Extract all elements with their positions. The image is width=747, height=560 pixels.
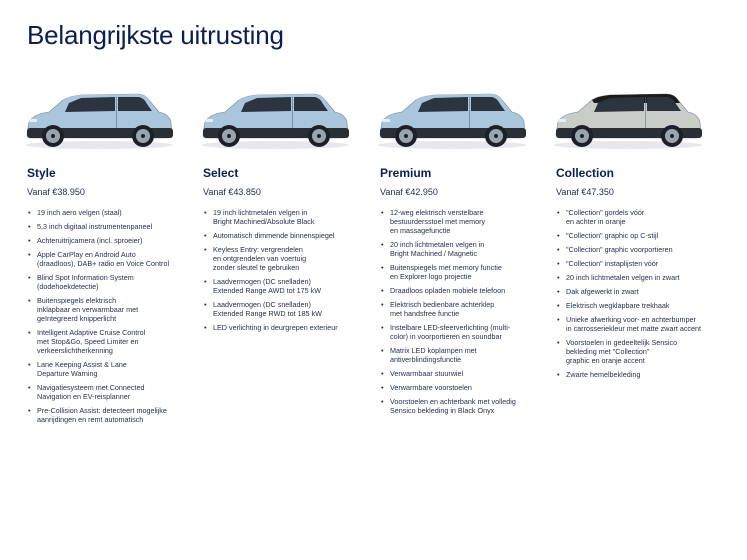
trim-name: Select [203, 166, 239, 180]
car-image [19, 78, 179, 158]
car-image [548, 78, 708, 158]
feature-item: • "Collection" instaplijsten vóór [556, 259, 726, 268]
car-image [372, 78, 532, 158]
trim-price: Vanaf €38.950 [27, 187, 85, 197]
feature-list [203, 208, 373, 332]
feature-item: • Elektrisch bedienbare achterklep met handsfree functie [380, 300, 550, 318]
feature-item: • 20 inch lichtmetalen velgen in Bright Machined / Magnetic [380, 240, 550, 258]
trim-column-premium [380, 78, 550, 420]
feature-item: • Elektrisch wegklapbare trekhaak [556, 301, 726, 310]
feature-item: • "Collection" graphic voorportieren [556, 245, 726, 254]
feature-item: • 12-weg elektrisch verstelbare bestuurdersstoel met memory en massagefunctie [380, 208, 550, 235]
feature-item: • Laadvermogen (DC snelladen) Extended Range AWD tot 175 kW [203, 277, 373, 295]
feature-item: • "Collection" graphic op C-stijl [556, 231, 726, 240]
trim-column-select [203, 78, 373, 337]
feature-item: • Voorstoelen in gedeeltelijk Sensico bekleding met "Collection" graphic en oranje accent [556, 338, 726, 365]
feature-list [27, 208, 197, 424]
feature-item: • Zwarte hemelbekleding [556, 370, 726, 379]
trim-price: Vanaf €42.950 [380, 187, 438, 197]
feature-item: • Apple CarPlay en Android Auto (draadloos), DAB+ radio en Voice Control [27, 250, 197, 268]
feature-item: • Buitenspiegels elektrisch inklapbaar en verwarmbaar met geïntegreerd knipperlicht [27, 296, 197, 323]
feature-item: • Navigatiesysteem met Connected Navigation en EV-reisplanner [27, 383, 197, 401]
trim-price: Vanaf €43.850 [203, 187, 261, 197]
feature-item: • LED verlichting in deurgrepen exterieur [203, 323, 373, 332]
trim-name: Premium [380, 166, 432, 180]
feature-item: • 5,3 inch digitaal instrumentenpaneel [27, 222, 197, 231]
trim-column-style [27, 78, 197, 429]
feature-item: • Intelligent Adaptive Cruise Control met Stop&Go, Speed Limiter en verkeerslichtherkenning [27, 328, 197, 355]
trim-name: Collection [556, 166, 615, 180]
feature-item: • Blind Spot Information System (dodehoekdetectie) [27, 273, 197, 291]
trim-price: Vanaf €47.350 [556, 187, 614, 197]
feature-item: • Instelbare LED-sfeerverlichting (multi- color) in voorportieren en soundbar [380, 323, 550, 341]
feature-item: • Achteruitrijcamera (incl. sproeier) [27, 236, 197, 245]
feature-item: • Keyless Entry: vergrendelen en ontgrendelen van voertuig zonder sleutel te gebruiken [203, 245, 373, 272]
feature-item: • Automatisch dimmende binnenspiegel [203, 231, 373, 240]
feature-item: • Lane Keeping Assist & Lane Departure Warning [27, 360, 197, 378]
feature-item: • Draadloos opladen mobiele telefoon [380, 286, 550, 295]
feature-item: • 19 inch aero velgen (staal) [27, 208, 197, 217]
feature-item: • "Collection" gordels vóór en achter in oranje [556, 208, 726, 226]
feature-item: • Dak afgewerkt in zwart [556, 287, 726, 296]
feature-item: • 20 inch lichtmetalen velgen in zwart [556, 273, 726, 282]
feature-item: • Pre-Collision Assist: detecteert mogelijke aanrijdingen en remt automatisch [27, 406, 197, 424]
feature-list [380, 208, 550, 415]
feature-item: • Unieke afwerking voor- en achterbumper in carrosseriekleur met matte zwart accent [556, 315, 726, 333]
feature-item: • Buitenspiegels met memory functie en Explorer logo projectie [380, 263, 550, 281]
feature-item: • Verwarmbaar stuurwiel [380, 369, 550, 378]
trim-column-collection [556, 78, 726, 384]
feature-item: • Matrix LED koplampen met antiverblindingsfunctie [380, 346, 550, 364]
feature-list [556, 208, 726, 379]
feature-item: • Verwarmbare voorstoelen [380, 383, 550, 392]
trim-name: Style [27, 166, 56, 180]
page-title: Belangrijkste uitrusting [27, 20, 284, 50]
feature-item: • 19 inch lichtmetalen velgen in Bright Machined/Absolute Black [203, 208, 373, 226]
car-image [195, 78, 355, 158]
feature-item: • Voorstoelen en achterbank met volledig Sensico bekleding in Black Onyx [380, 397, 550, 415]
feature-item: • Laadvermogen (DC snelladen) Extended Range RWD tot 185 kW [203, 300, 373, 318]
